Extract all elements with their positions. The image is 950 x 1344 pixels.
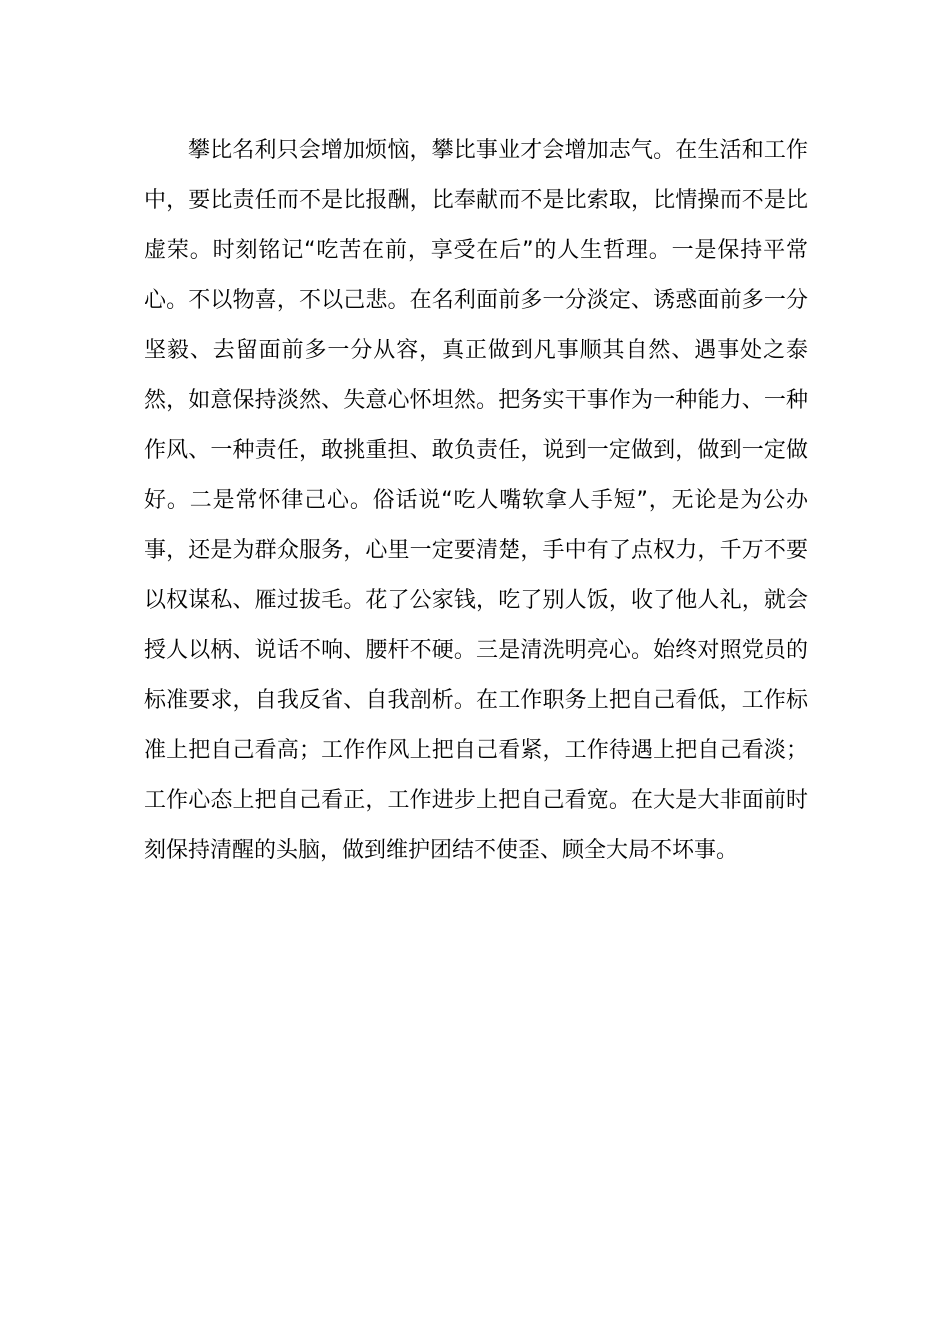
body-paragraph: 攀比名利只会增加烦恼，攀比事业才会增加志气。在生活和工作中，要比责任而不是比报酬，比奉献而不是比索取，比情操而不是比虚荣。时刻铭记“吃苦在前，享受在后”的人生哲理。一是保持平常心。不以物喜，不以己悲。在名利面前多一分淡定、诱惑面前多一分坚毅、去留面前多一分从容，真正做到凡事顺其自然、遇事处之泰然，如意保持淡然、失意心怀坦然。把务实干事作为一种能力、一种作风、一种责任，敢挑重担、敢负责任，说到一定做到，做到一定做好。二是常怀律己心。俗话说“吃人嘴软拿人手短”，无论是为公办事，还是为群众服务，心里一定要清楚，手中有了点权力，千万不要以权谋私、雁过拔毛。花了公家钱，吃了别人饭，收了他人礼，就会授人以柄、说话不响、腰杆不硬。三是清洗明亮心。始终对照党员的标准要求，自我反省、自我剖析。在工作职务上把自己看低，工作标准上把自己看高；工作作风上把自己看紧，工作待遇上把自己看淡；工作心态上把自己看正，工作进步上把自己看宽。在大是大非面前时刻保持清醒的头脑，做到维护团结不使歪、顾全大局不坏事。 xyxy=(144,138,808,863)
